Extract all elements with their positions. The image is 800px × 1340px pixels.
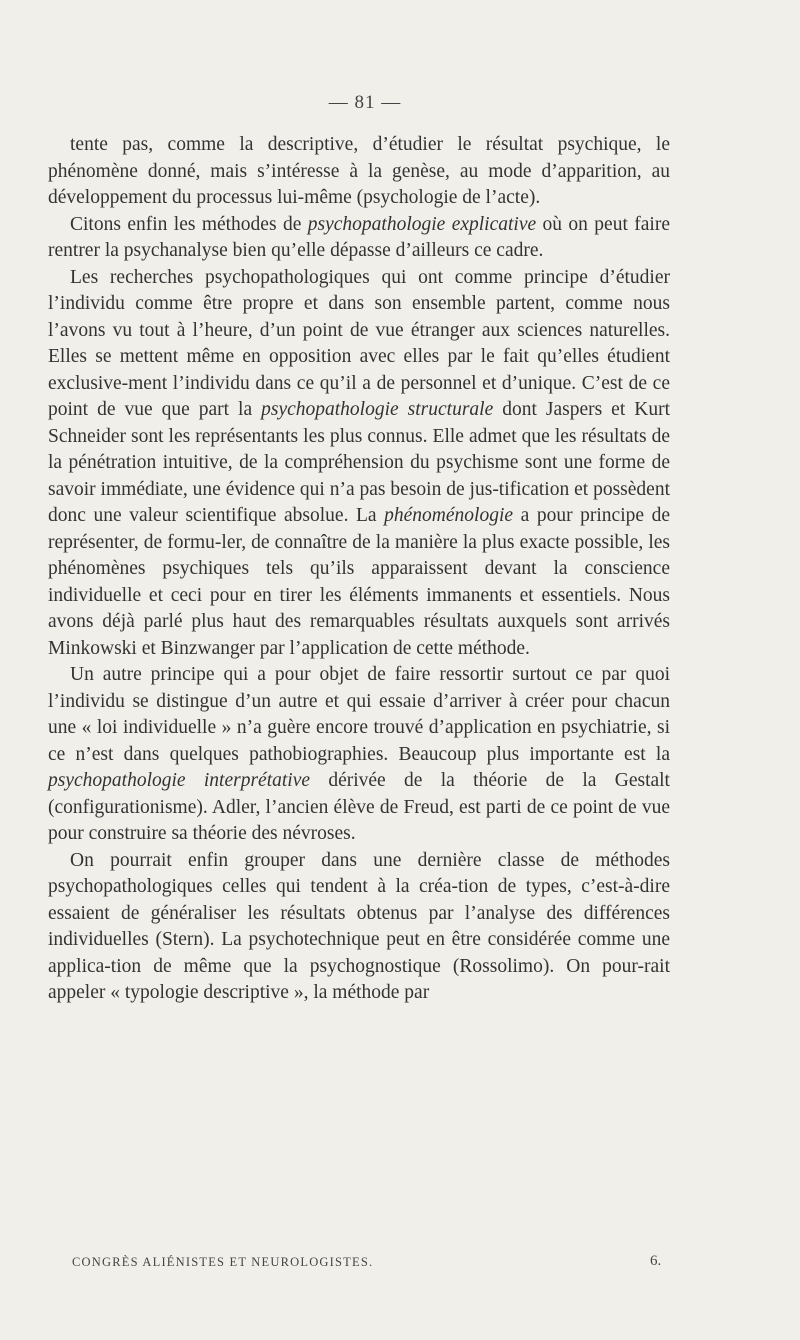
italic-term: phénoménologie — [384, 505, 514, 526]
italic-term: psychopathologie explicative — [307, 213, 537, 235]
body-text — [48, 132, 670, 1007]
italic-term: psychopathologie interprétative — [48, 770, 311, 791]
page-number: — 81 — — [328, 92, 402, 113]
sheet-signature: 6. — [650, 1253, 662, 1269]
paragraph — [48, 848, 670, 1007]
text-run: où on peut faire rentrer la psychanalyse bien qu’elle dépasse d’ailleurs ce cadre. — [48, 213, 670, 261]
printer-signature: CONGRÈS ALIÉNISTES ET NEUROLOGISTES. — [72, 1255, 374, 1269]
paragraph — [48, 212, 670, 265]
text-run: Citons enfin les méthodes de — [70, 213, 308, 235]
paragraph — [48, 662, 670, 848]
text-run: tente pas, comme la descriptive, d’étudier le résultat psychique, le phénomène donné, mais s’intéresse à la genèse, au mode d’apparition, au développement du processus lui-même (psychologie de l’acte). — [48, 134, 670, 208]
text-run: a pour principe de représenter, de formu-ler, de connaître de la manière la plus exacte possible, les phénomènes psychiques tels qu’ils apparaissent devant la conscience individuelle et ceci pour en tirer les éléments immanents et essentiels. Nous avons déjà parlé plus haut des remarquables résultats auxquels sont arrivés Minkowski et Binzwanger par l’application de cette méthode. — [48, 505, 670, 659]
paragraph — [48, 265, 670, 663]
text-run: dérivée de la théorie de la Gestalt (configurationisme). Adler, l’ancien élève de Freud, est parti de ce point de vue pour construire sa théorie des névroses. — [48, 770, 670, 844]
text-run: Un autre principe qui a pour objet de faire ressortir surtout ce par quoi l’individu se distingue d’un autre et qui essaie d’arriver à créer pour chacun une « loi individuelle » n’a guère encore trouvé d’application en psychiatrie, si ce n’est dans quelques pathobiographies. Beaucoup plus importante est la — [48, 664, 670, 765]
text-run: dont Jaspers et Kurt Schneider sont les représentants les plus connus. Elle admet que les résultats de la pénétration intuitive, de la compréhension du psychisme sont une forme de savoir immédiate, une évidence qui n’a pas besoin de jus-tification et possèdent donc une valeur scientifique absolue. La — [48, 399, 670, 526]
text-run: On pourrait enfin grouper dans une dernière classe de méthodes psychopathologiques celles qui tendent à la créa-tion de types, c’est-à-dire essaient de généraliser les résultats obtenus par l’analyse des différences individuelles (Stern). La psychotechnique peut en être considérée comme une applica-tion de même que la psychognostique (Rossolimo). On pour-rait appeler « typologie descriptive », la méthode par — [48, 849, 670, 1003]
italic-term: psychopathologie structurale — [261, 399, 494, 420]
paragraph — [48, 132, 670, 212]
text-run: Les recherches psychopathologiques qui ont comme principe d’étudier l’individu comme être propre et dans son ensemble partent, comme nous l’avons vu tout à l’heure, d’un point de vue étranger aux sciences naturelles. Elles se mettent même en opposition avec elles par le fait qu’elles étudient exclusive-ment l’individu dans ce qu’il a de personnel et d’unique. C’est de ce point de vue que part la — [48, 266, 670, 420]
